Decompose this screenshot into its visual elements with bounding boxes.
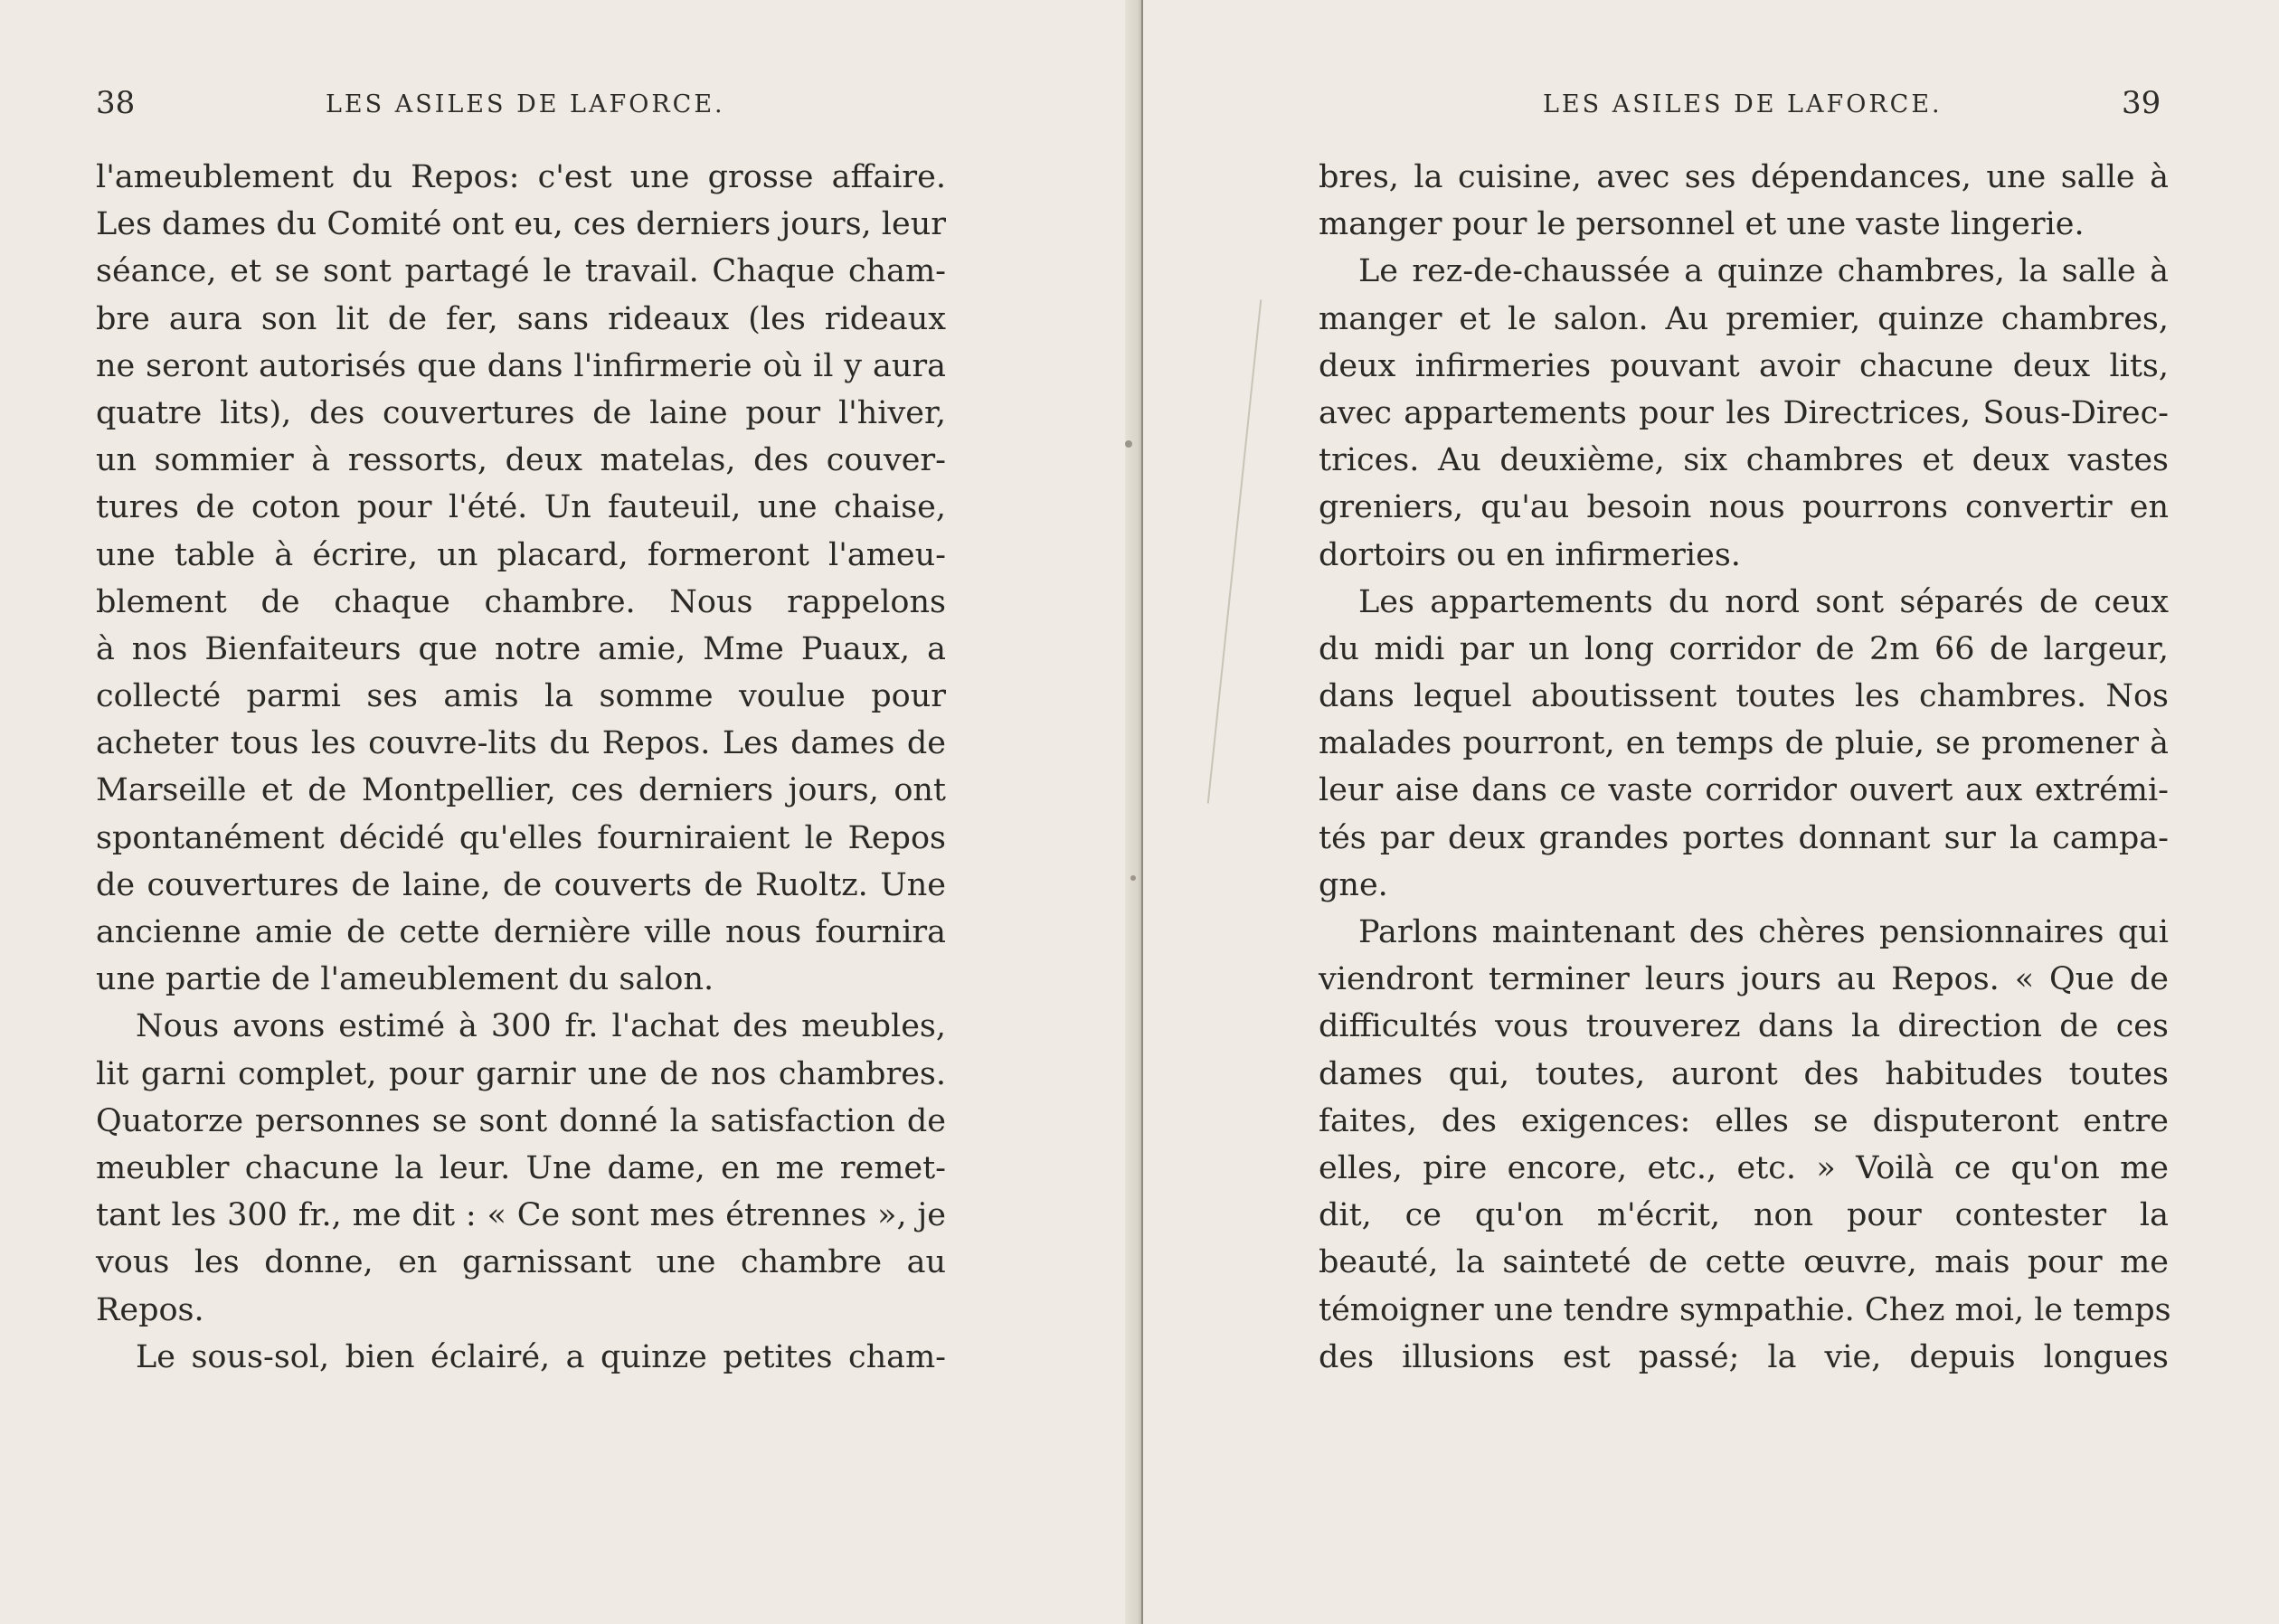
text-line: tés par deux grandes portes donnant sur la campa-: [1319, 819, 2169, 856]
text-line: leur aise dans ce vaste corridor ouvert aux extrémi-: [1319, 772, 2169, 809]
right-page-text: [1319, 154, 2169, 1381]
text-line: l'ameublement du Repos: c'est une grosse affaire.: [96, 159, 946, 195]
text-line: de couvertures de laine, de couverts de Ruoltz. Une: [96, 866, 946, 903]
text-line: Le rez-de-chaussée a quinze chambres, la salle à: [1358, 253, 2169, 290]
text-line: dortoirs ou en infirmeries.: [1319, 536, 1741, 573]
text-line: séance, et se sont partagé le travail. Chaque cham-: [96, 253, 946, 290]
text-line: une table à écrire, un placard, formeront l'ameu-: [96, 536, 946, 573]
text-line: bres, la cuisine, avec ses dépendances, une salle à: [1319, 159, 2169, 195]
text-line: gne.: [1319, 866, 1388, 903]
text-line: acheter tous les couvre-lits du Repos. Les dames de: [96, 725, 946, 762]
text-line: malades pourront, en temps de pluie, se promener à: [1319, 725, 2169, 762]
text-line: faites, des exigences: elles se disputeront entre: [1319, 1102, 2169, 1139]
text-line: manger et le salon. Au premier, quinze chambres,: [1319, 300, 2169, 337]
text-line: à nos Bienfaiteurs que notre amie, Mme Puaux, a: [96, 630, 946, 667]
text-line: bre aura son lit de fer, sans rideaux (les rideaux: [96, 300, 946, 337]
text-line: ne seront autorisés que dans l'infirmerie où il y aura: [96, 347, 946, 384]
text-line: blement de chaque chambre. Nous rappelons: [96, 583, 946, 620]
text-line: dames qui, toutes, auront des habitudes toutes: [1319, 1055, 2169, 1092]
text-line: trices. Au deuxième, six chambres et deux vastes: [1319, 442, 2169, 479]
text-line: Nous avons estimé à 300 fr. l'achat des meubles,: [136, 1008, 946, 1045]
text-line: Les dames du Comité ont eu, ces derniers jours, leur: [96, 206, 946, 243]
text-line: une partie de l'ameublement du salon.: [96, 961, 714, 998]
text-line: ancienne amie de cette dernière ville nous fournira: [96, 914, 946, 950]
text-line: du midi par un long corridor de 2m 66 de largeur,: [1319, 630, 2169, 667]
text-line: deux infirmeries pouvant avoir chacune deux lits,: [1319, 347, 2169, 384]
text-line: témoigner une tendre sympathie. Chez moi, le temps: [1319, 1291, 2171, 1328]
text-line: vous les donne, en garnissant une chambre au: [96, 1244, 946, 1281]
text-line: Le sous-sol, bien éclairé, a quinze petites cham-: [136, 1338, 946, 1375]
left-page-text: [96, 154, 946, 1381]
text-line: viendront terminer leurs jours au Repos. « Que de: [1319, 961, 2169, 998]
right-page-number: 39: [2122, 85, 2161, 121]
text-line: Les appartements du nord sont séparés de ceux: [1358, 583, 2169, 620]
text-line: beauté, la sainteté de cette œuvre, mais pour me: [1319, 1244, 2169, 1281]
text-line: spontanément décidé qu'elles fourniraient le Repos: [96, 819, 946, 856]
text-line: tant les 300 fr., me dit : « Ce sont mes étrennes », je: [96, 1197, 946, 1234]
left-page-number: 38: [96, 85, 136, 121]
right-running-title: LES ASILES DE LAFORCE.: [1543, 90, 1943, 118]
text-line: un sommier à ressorts, deux matelas, des couver-: [96, 442, 946, 479]
text-line: manger pour le personnel et une vaste lingerie.: [1319, 206, 2085, 243]
text-line: difficultés vous trouverez dans la direction de ces: [1319, 1008, 2169, 1045]
left-page: [0, 0, 1136, 1624]
text-line: meubler chacune la leur. Une dame, en me remet-: [96, 1149, 946, 1186]
paper-speck: [1125, 440, 1132, 448]
text-line: Repos.: [96, 1291, 204, 1328]
text-line: Marseille et de Montpellier, ces derniers jours, ont: [96, 772, 946, 809]
text-line: tures de coton pour l'été. Un fauteuil, une chaise,: [96, 489, 946, 526]
text-line: avec appartements pour les Directrices, Sous-Direc-: [1319, 394, 2169, 431]
text-line: greniers, qu'au besoin nous pourrons convertir en: [1319, 489, 2169, 526]
text-line: lit garni complet, pour garnir une de nos chambres.: [96, 1055, 946, 1092]
paper-speck: [1130, 875, 1136, 881]
text-line: quatre lits), des couvertures de laine pour l'hiver,: [96, 394, 946, 431]
right-page: [1143, 0, 2279, 1624]
text-line: des illusions est passé; la vie, depuis longues: [1319, 1338, 2169, 1375]
text-line: Parlons maintenant des chères pensionnaires qui: [1358, 914, 2169, 950]
left-running-title: LES ASILES DE LAFORCE.: [326, 90, 725, 118]
text-line: collecté parmi ses amis la somme voulue pour: [96, 678, 946, 715]
text-line: dans lequel aboutissent toutes les chambres. Nos: [1319, 678, 2169, 715]
text-line: elles, pire encore, etc., etc. » Voilà ce qu'on me: [1319, 1149, 2169, 1186]
text-line: Quatorze personnes se sont donné la satisfaction de: [96, 1102, 946, 1139]
text-line: dit, ce qu'on m'écrit, non pour contester la: [1319, 1197, 2169, 1234]
